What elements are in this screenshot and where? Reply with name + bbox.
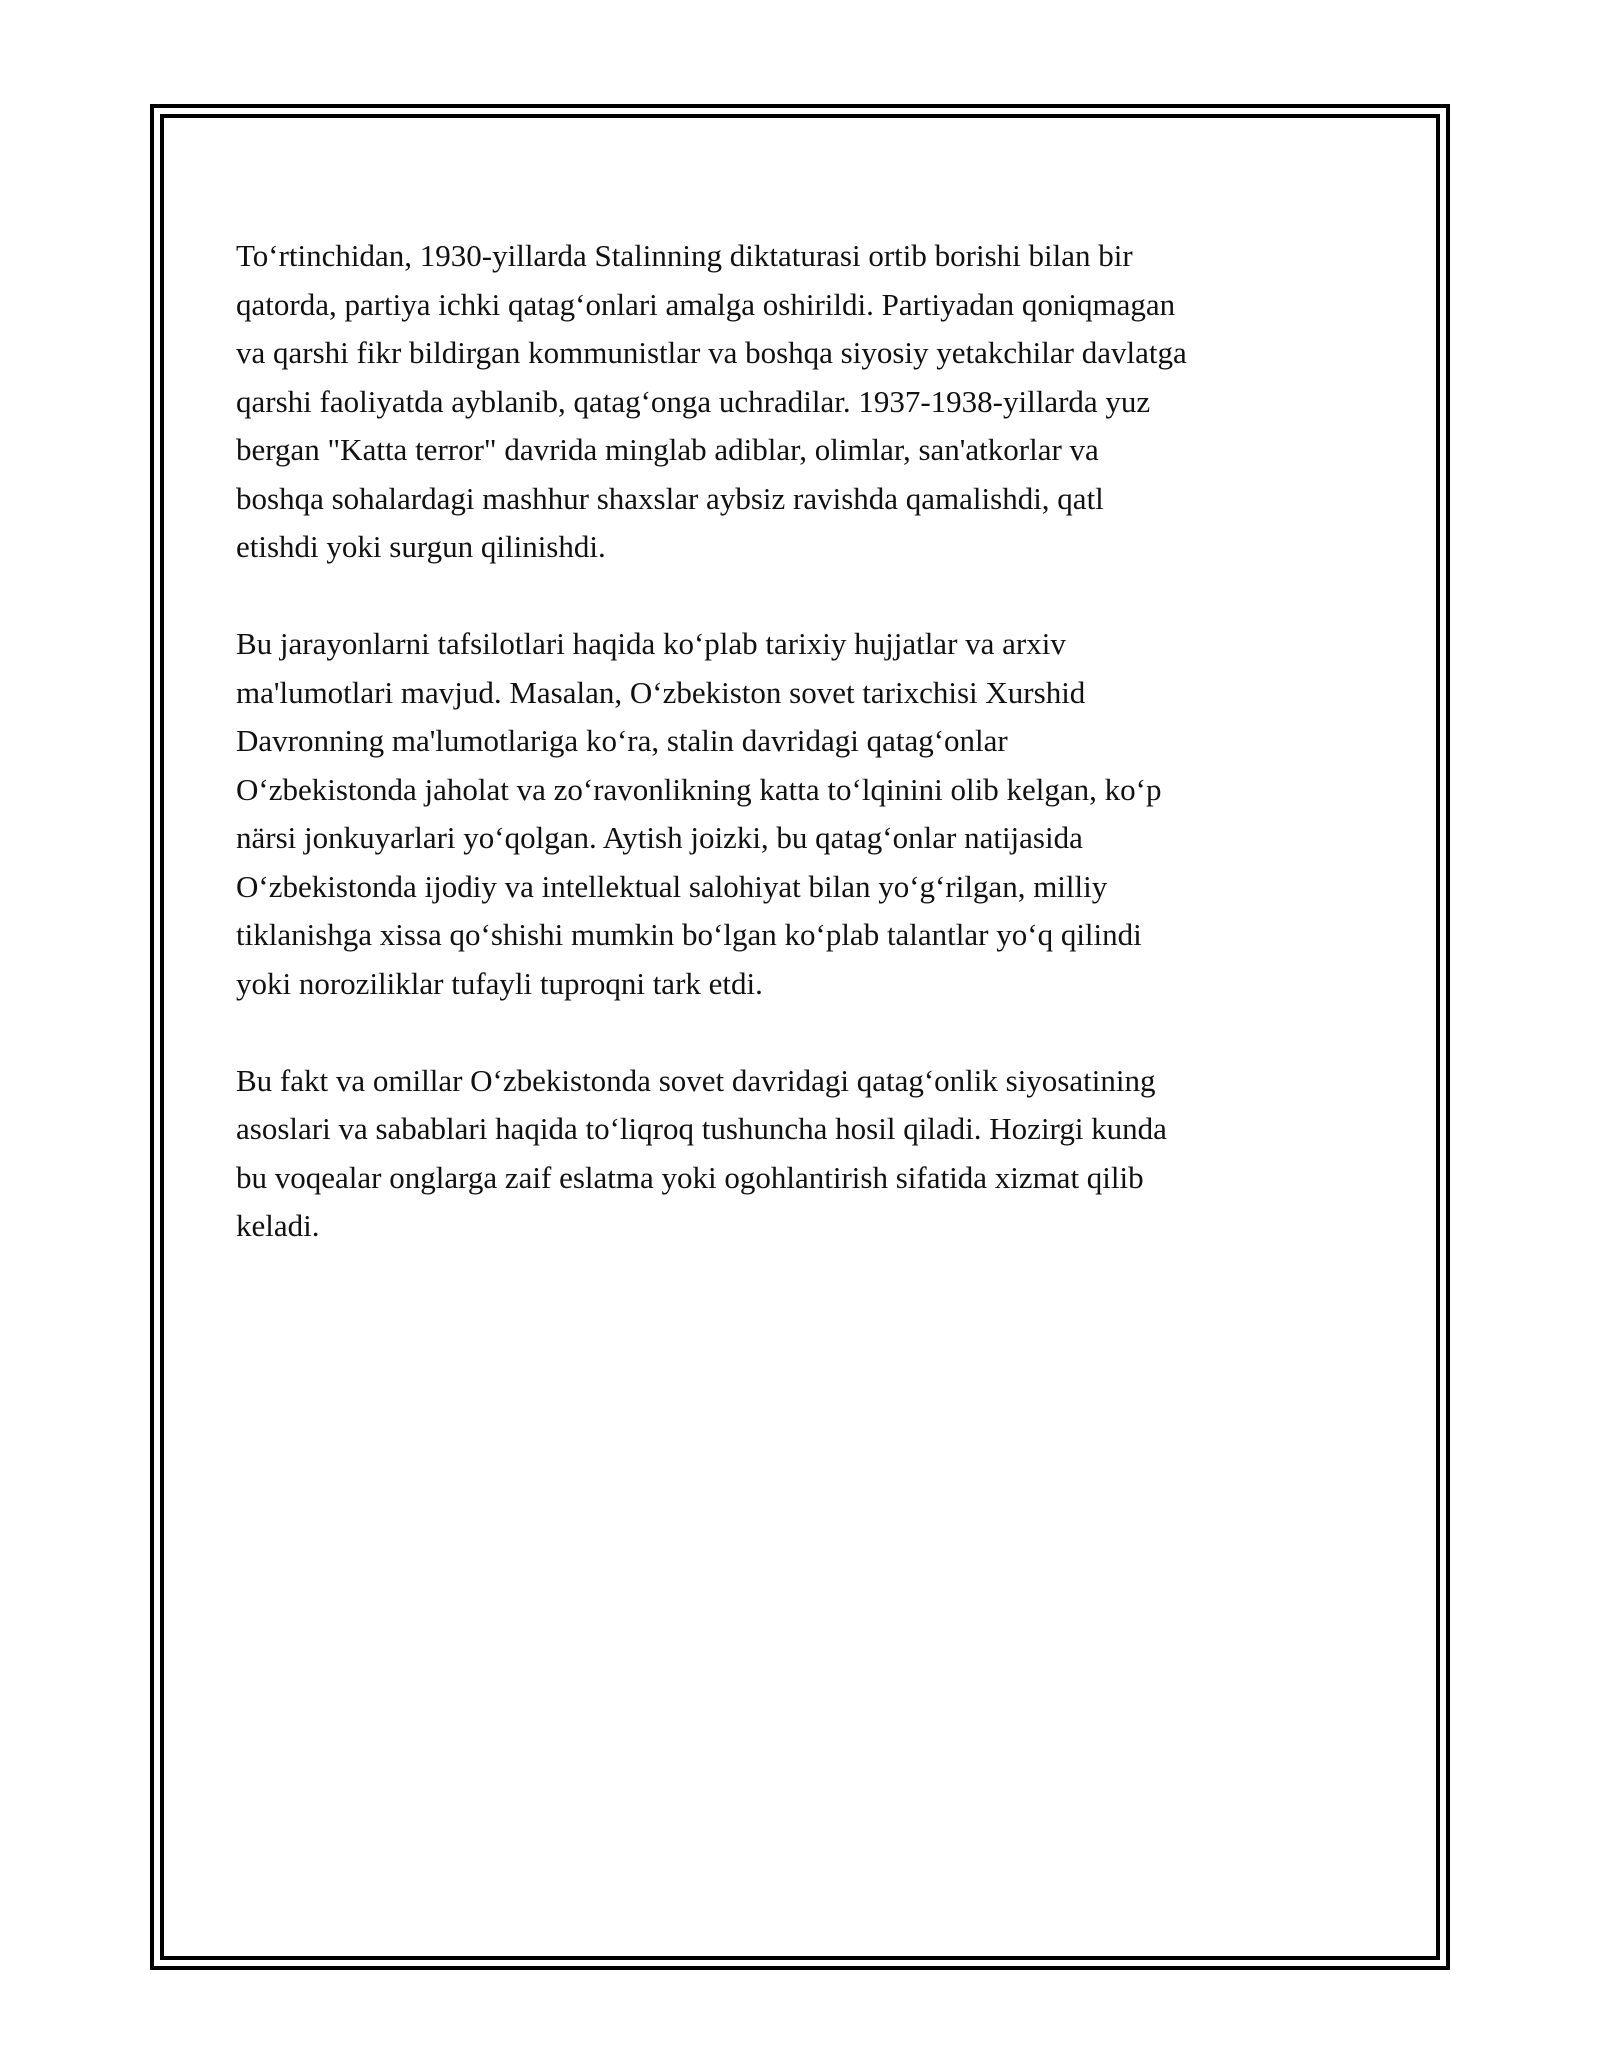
paragraph-line: va qarshi fikr bildirgan kommunistlar va boshqa siyosiy yetakchilar davlatga (236, 335, 1187, 370)
paragraph-line: qarshi faoliyatda ayblanib, qatag‘onga uchradilar. 1937-1938-yillarda yuz (236, 383, 1151, 419)
paragraph-line: O‘zbekistonda jaholat va zo‘ravonlikning katta to‘lqinini olib kelgan, ko‘p (236, 771, 1162, 807)
paragraph-3 (236, 1057, 1376, 1251)
paragraph-line: Bu jarayonlarni tafsilotlari haqida ko‘plab tarixiy hujjatlar va arxiv (236, 626, 1066, 661)
paragraph-line: asoslari va sabablari haqida to‘liqroq tushuncha hosil qiladi. Hozirgi kunda (236, 1111, 1167, 1146)
paragraph-line: boshqa sohalardagi mashhur shaxslar aybsiz ravishda qamalishdi, qatl (236, 480, 1104, 516)
paragraph-line: bu voqealar onglarga zaif eslatma yoki ogohlantirish sifatida xizmat qilib (236, 1159, 1144, 1195)
paragraph-line: tiklanishga xissa qo‘shishi mumkin bo‘lgan ko‘plab talantlar yo‘q qilindi (236, 917, 1142, 952)
document-body (236, 232, 1376, 1299)
paragraph-2 (236, 620, 1376, 1008)
paragraph-line: närsi jonkuyarlari yo‘qolgan. Aytish joizki, bu qatag‘onlar natijasida (236, 820, 1083, 855)
paragraph-line: Bu fakt va omillar O‘zbekistonda sovet davridagi qatag‘onlik siyosatining (236, 1062, 1156, 1098)
paragraph-line: O‘zbekistonda ijodiy va intellektual salohiyat bilan yo‘g‘rilgan, milliy (236, 868, 1108, 904)
paragraph-line: yoki noroziliklar tufayli tuproqni tark etdi. (236, 965, 763, 1001)
paragraph-line: keladi. (236, 1208, 320, 1243)
paragraph-line: bergan "Katta terror" davrida minglab adiblar, olimlar, san'atkorlar va (236, 432, 1099, 467)
paragraph-line: ma'lumotlari mavjud. Masalan, O‘zbekiston sovet tarixchisi Xurshid (236, 674, 1086, 710)
paragraph-line: qatorda, partiya ichki qatag‘onlari amalga oshirildi. Partiyadan qoniqmagan (236, 286, 1176, 322)
paragraph-1 (236, 232, 1376, 572)
paragraph-line: To‘rtinchidan, 1930-yillarda Stalinning diktaturasi ortib borishi bilan bir (236, 238, 1133, 273)
paragraph-line: etishdi yoki surgun qilinishdi. (236, 529, 606, 564)
paragraph-line: Davronning ma'lumotlariga ko‘ra, stalin davridagi qatag‘onlar (236, 723, 1008, 758)
